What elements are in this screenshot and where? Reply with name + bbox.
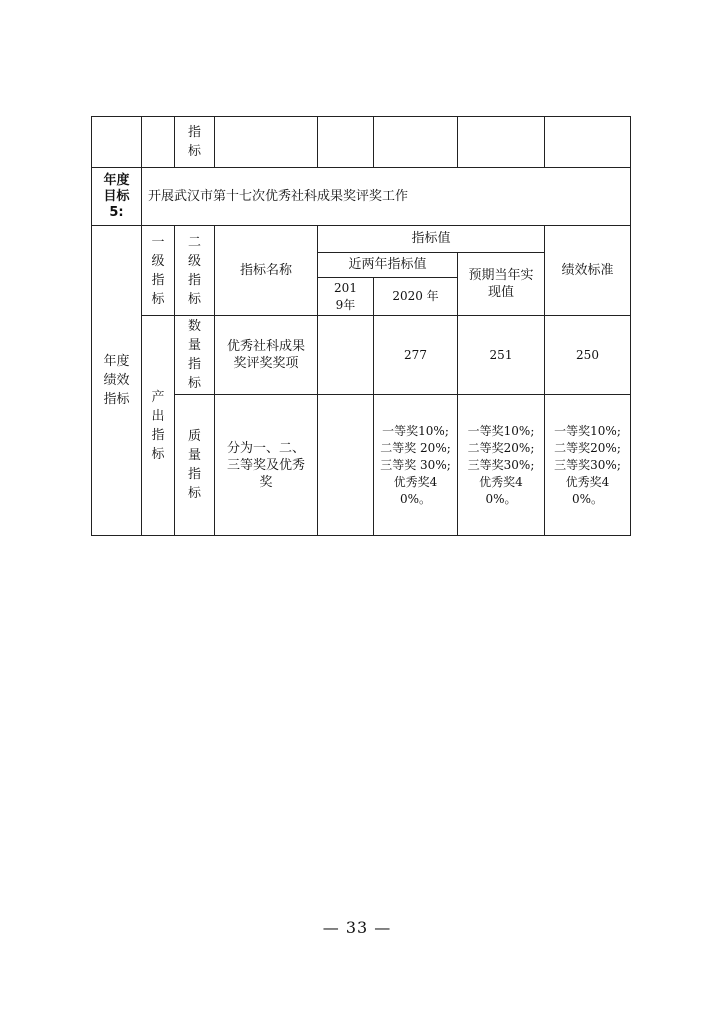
year-2020-header: 2020 年 [392, 289, 439, 303]
expected-header: 预期当年实现值 [468, 268, 534, 300]
standard-header: 绩效标准 [561, 262, 614, 278]
cell-indicator-name-header [215, 226, 318, 316]
cell-indicator-value-header [318, 226, 545, 253]
level1-output: 产出指标 [151, 389, 165, 462]
quality-2020: 一等奖10%; 二等奖 20%; 三等奖 30%; 优秀奖40%。 [380, 423, 451, 506]
quality-level2: 质量指标 [187, 429, 201, 501]
cell-quantity-2020 [374, 316, 458, 395]
page-number: — 33 — [322, 918, 392, 937]
cell-empty [374, 117, 458, 168]
cell-empty [215, 117, 318, 168]
quantity-name: 优秀社科成果奖评奖奖项 [226, 339, 305, 371]
cell-quality-level2 [175, 395, 215, 536]
cell-quality-2019 [318, 395, 374, 536]
cell-year-2019-header [318, 278, 374, 316]
goal5-title: 年度目标5: [103, 172, 130, 220]
cell-quantity-name [215, 316, 318, 395]
year-2019-header: 2019年 [334, 280, 357, 312]
cell-empty [92, 117, 142, 168]
cell-goal5-title [92, 168, 142, 226]
quantity-expected: 251 [489, 347, 513, 362]
performance-table [91, 116, 631, 536]
cell-recent-two-years-header [318, 253, 458, 278]
quantity-level2: 数量指标 [187, 319, 201, 391]
cell-quantity-level2 [175, 316, 215, 395]
quantity-2020: 277 [404, 347, 427, 362]
quality-name: 分为一、二、三等奖及优秀奖 [226, 440, 305, 490]
cell-quality-name [215, 395, 318, 536]
table-row-continuation [92, 117, 631, 168]
quality-standard: 一等奖10%; 二等奖20%; 三等奖30%; 优秀奖40%。 [554, 423, 621, 506]
cell-expected-header [458, 253, 545, 316]
indicator-name-header: 指标名称 [239, 262, 292, 278]
cell-goal5-content [142, 168, 631, 226]
cell-quantity-standard [545, 316, 631, 395]
cell-quality-standard [545, 395, 631, 536]
cell-quality-expected [458, 395, 545, 536]
quality-expected: 一等奖10%; 二等奖20%; 三等奖30%; 优秀奖40%。 [467, 423, 535, 506]
goal5-content: 开展武汉市第十七次优秀社科成果奖评奖工作 [148, 188, 409, 204]
section-label: 年度绩效指标 [103, 354, 130, 407]
level1-header: 一级指标 [151, 234, 165, 307]
cell-empty [318, 117, 374, 168]
cell-section [92, 226, 142, 536]
cell-quality-2020 [374, 395, 458, 536]
indicator-value-header: 指标值 [411, 231, 451, 246]
cell-level1-output [142, 316, 175, 536]
recent-two-years-header: 近两年指标值 [348, 257, 427, 272]
cell-quantity-expected [458, 316, 545, 395]
cell-level1-header [142, 226, 175, 316]
cell-level2-header [175, 226, 215, 316]
cell-quantity-2019 [318, 316, 374, 395]
cell-empty [458, 117, 545, 168]
cell-standard-header [545, 226, 631, 316]
table-row-quantity [92, 316, 631, 395]
cell-empty [142, 117, 175, 168]
table-row-header-1 [92, 226, 631, 253]
cell-year-2020-header [374, 278, 458, 316]
level2-header: 二级指标 [187, 234, 201, 307]
table-row-goal5 [92, 168, 631, 226]
cell-empty [545, 117, 631, 168]
sub-indicator-label: 指标 [187, 125, 201, 159]
cell-sub-indicator [175, 117, 215, 168]
quantity-standard: 250 [576, 347, 599, 362]
